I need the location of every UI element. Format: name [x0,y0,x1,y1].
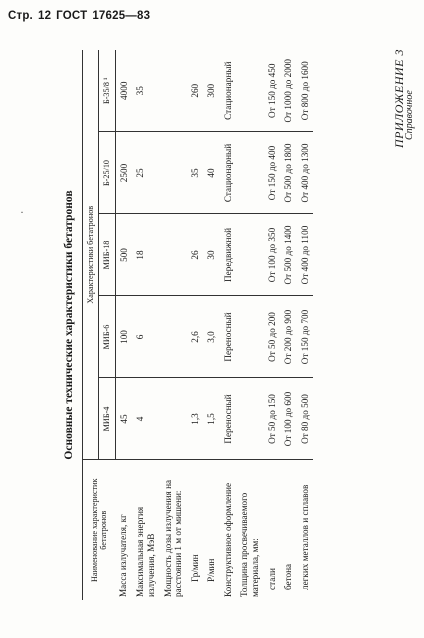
appendix-label [392,48,414,148]
table-cell [160,132,187,214]
table-cell: От 500 до 1400 [280,214,297,296]
table-caption: Основные технические характеристики бетатронов [63,190,75,460]
table-cell: 3,0 [203,296,220,378]
column-header-b35: Б-35/8 ¹ [99,50,115,132]
column-header-b25: Б-25/10 [99,132,115,214]
column-header-mib4: МИБ-4 [99,378,115,460]
row-label: Максимальная энергия излучения, МэВ [135,506,156,597]
table-cell: От 100 до 600 [280,378,297,460]
row-label: легких металлов и сплавов [299,484,310,590]
table-row [203,50,220,600]
betatron-table [82,50,313,600]
row-label: Р/мин [206,558,217,582]
table-cell: От 50 до 150 [264,378,281,460]
standard-label: ГОСТ [56,10,88,22]
table-row [187,50,204,600]
row-label: Масса излучателя, кг [118,514,129,597]
table-cell: Передвижной [220,214,237,296]
table-cell: 26 [187,214,204,296]
table-row [115,50,132,600]
table-cell [236,132,263,214]
table-cell: От 800 до 1600 [297,50,314,132]
table-cell: 30 [203,214,220,296]
table-row [160,50,187,600]
row-label: Мощность дозы излучения на расстоянии 1 м от мишени: [162,479,184,597]
table-row [297,50,314,600]
table-cell: 1,5 [203,378,220,460]
corner-header: Наименование характеристик бетатронов [83,460,116,600]
group-header: Характеристики бетатронов [83,50,99,460]
table-cell: 40 [203,132,220,214]
table-cell: 35 [187,132,204,214]
row-label: Толщина просвечиваемого материала, мм: [239,492,261,597]
table-cell: 1,3 [187,378,204,460]
table-cell: 2500 [115,132,132,214]
table-cell [160,296,187,378]
table-cell: Стационарный [220,132,237,214]
table-cell: 45 [115,378,132,460]
table-cell: Переносный [220,296,237,378]
table-row [264,50,281,600]
column-header-mib6: МИБ-6 [99,296,115,378]
margin-mark: · [20,205,24,219]
table-cell: 100 [115,296,132,378]
table-cell [236,214,263,296]
table-cell: От 80 до 500 [297,378,314,460]
table-cell: От 100 до 350 [264,214,281,296]
page-word: Стр. [8,10,33,22]
running-header [8,10,155,22]
table-cell: От 500 до 1800 [280,132,297,214]
table-cell: 4000 [115,50,132,132]
table-cell: От 400 до 1300 [297,132,314,214]
table-cell: 6 [132,296,159,378]
table-row [280,50,297,600]
table-cell: 25 [132,132,159,214]
row-label: Конструктивное оформление [222,482,233,597]
table-cell: От 50 до 200 [264,296,281,378]
table-cell: 2,6 [187,296,204,378]
table-cell: От 1000 до 2000 [280,50,297,132]
table-cell [160,214,187,296]
table-cell [160,378,187,460]
table-row [220,50,237,600]
table-cell [236,296,263,378]
table-cell: 260 [187,50,204,132]
table-cell [236,50,263,132]
row-label: стали [266,568,277,590]
table-cell: Стационарный [220,50,237,132]
table-cell: От 400 до 1100 [297,214,314,296]
table-cell: Переносный [220,378,237,460]
column-header-mib18: МИБ-18 [99,214,115,296]
table-cell: От 150 до 700 [297,296,314,378]
table-cell [160,50,187,132]
standard-number: 17625—83 [92,10,151,22]
table-cell [236,378,263,460]
table-cell: 4 [132,378,159,460]
table-cell: От 150 до 400 [264,132,281,214]
appendix-subtitle: Справочное [404,90,415,140]
table-row [132,50,159,600]
table-cell: 35 [132,50,159,132]
table-row [236,50,263,600]
table-cell: От 150 до 450 [264,50,281,132]
table-cell: 500 [115,214,132,296]
row-label: бетона [283,563,294,590]
appendix-title: ПРИЛОЖЕНИЕ 3 [392,49,406,148]
rotated-table-sheet [56,50,386,600]
table-cell: 18 [132,214,159,296]
row-label: Гр/мин [189,554,200,582]
page-number: 12 [37,10,52,22]
table-cell: 300 [203,50,220,132]
table-cell: От 200 до 900 [280,296,297,378]
